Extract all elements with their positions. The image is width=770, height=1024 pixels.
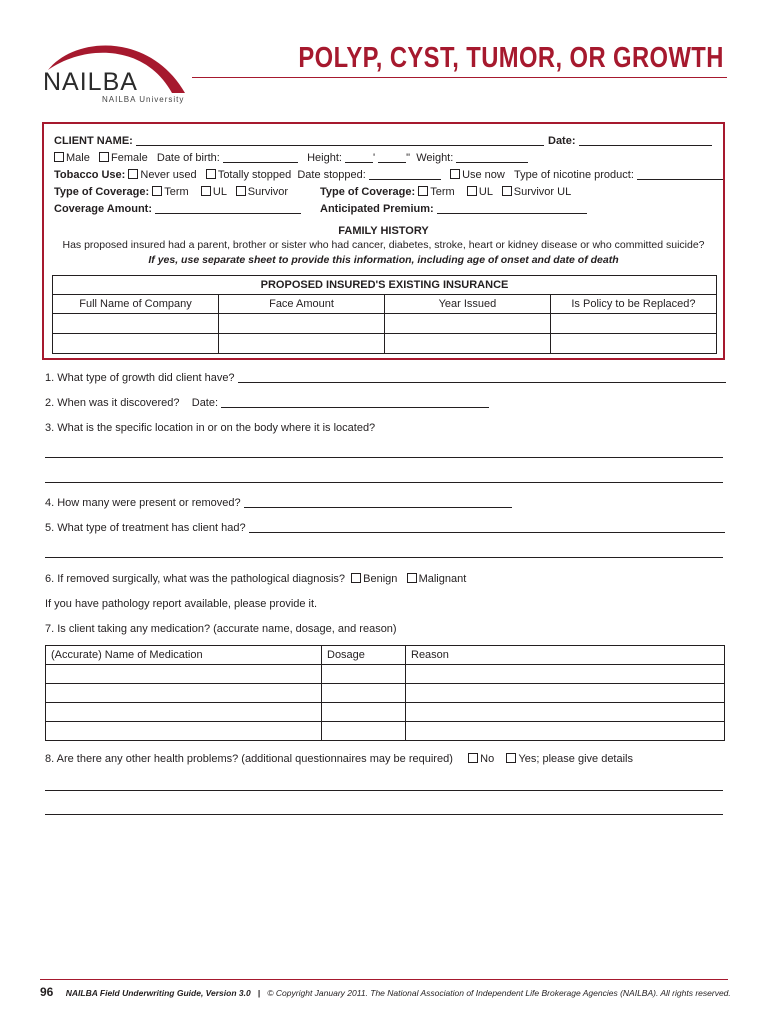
insurance-cell[interactable] xyxy=(53,334,219,354)
question-4 xyxy=(45,497,512,509)
question-8-line[interactable] xyxy=(45,814,723,815)
page-title: POLYP, CYST, TUMOR, OR GROWTH xyxy=(298,42,724,74)
medication-cell[interactable] xyxy=(46,722,322,741)
insurance-cell[interactable] xyxy=(219,334,385,354)
question-3-line[interactable] xyxy=(45,482,723,483)
height-inches-field[interactable] xyxy=(378,162,406,163)
client-name-label: CLIENT NAME: xyxy=(54,135,133,147)
footer-separator: | xyxy=(257,988,261,998)
male-label: Male xyxy=(66,152,90,164)
medication-col-dosage: Dosage xyxy=(322,646,406,665)
malignant-checkbox[interactable] xyxy=(407,573,417,583)
question-3-line[interactable] xyxy=(45,457,723,458)
date-stopped-field[interactable] xyxy=(369,179,441,180)
weight-field[interactable] xyxy=(456,162,528,163)
page-number: 96 xyxy=(40,985,54,999)
insurance-cell[interactable] xyxy=(550,334,716,354)
term-checkbox[interactable] xyxy=(152,186,162,196)
date-field[interactable] xyxy=(579,145,712,146)
female-label: Female xyxy=(111,152,148,164)
existing-insurance-table xyxy=(52,275,717,354)
question-6-label: 6. If removed surgically, what was the pathological diagnosis? xyxy=(45,573,346,585)
medication-table xyxy=(45,645,725,741)
tobacco-row xyxy=(54,169,723,181)
question-1-label: 1. What type of growth did client have? xyxy=(45,372,235,384)
logo-subtitle: NAILBA University xyxy=(102,95,185,104)
insurance-col-replaced: Is Policy to be Replaced? xyxy=(550,295,716,314)
insurance-cell[interactable] xyxy=(550,314,716,334)
insurance-col-year-issued: Year Issued xyxy=(384,295,550,314)
question-5-field[interactable] xyxy=(249,532,725,533)
demographics-row: Male Female Date of birth: Height: ' " Weight: xyxy=(54,152,528,164)
insurance-table-heading: PROPOSED INSURED'S EXISTING INSURANCE xyxy=(53,276,717,295)
never-used-checkbox[interactable] xyxy=(128,169,138,179)
medication-col-reason: Reason xyxy=(406,646,725,665)
ul-checkbox[interactable] xyxy=(201,186,211,196)
ul-checkbox-2[interactable] xyxy=(467,186,477,196)
medication-col-name: (Accurate) Name of Medication xyxy=(46,646,322,665)
family-history-note: If yes, use separate sheet to provide this information, including age of onset and date of death xyxy=(148,254,619,266)
medication-cell[interactable] xyxy=(406,722,725,741)
question-5 xyxy=(45,522,725,534)
dob-field[interactable] xyxy=(223,162,298,163)
question-2 xyxy=(45,397,489,409)
copyright: © Copyright January 2011. The National Association of Independent Life Brokerage Agencies (NAILBA). All rights reserved. xyxy=(267,988,731,998)
yes-checkbox[interactable] xyxy=(506,753,516,763)
no-label: No xyxy=(480,753,495,765)
coverage-amount-field[interactable] xyxy=(155,213,301,214)
question-8-label: 8. Are there any other health problems? (additional questionnaires may be required) xyxy=(45,753,453,765)
question-4-label: 4. How many were present or removed? xyxy=(45,497,241,509)
tobacco-label: Tobacco Use: xyxy=(54,169,126,181)
no-checkbox[interactable] xyxy=(468,753,478,763)
survivor-label: Survivor xyxy=(247,186,289,198)
logo-text: NAILBA xyxy=(43,68,138,96)
coverage-amount-label: Coverage Amount: xyxy=(54,203,152,215)
question-1-field[interactable] xyxy=(238,382,726,383)
question-2-date-field[interactable] xyxy=(221,407,489,408)
medication-cell[interactable] xyxy=(322,703,406,722)
question-2-label: 2. When was it discovered? xyxy=(45,397,180,409)
coverage-amount-row xyxy=(54,203,301,215)
survivor-ul-checkbox[interactable] xyxy=(502,186,512,196)
survivor-ul-label: Survivor UL xyxy=(513,186,572,198)
medication-cell[interactable] xyxy=(406,703,725,722)
date-row xyxy=(548,135,712,147)
female-checkbox[interactable] xyxy=(99,152,109,162)
yes-label: Yes; please give details xyxy=(518,753,633,765)
totally-stopped-label: Totally stopped xyxy=(217,169,292,181)
question-2-date-label: Date: xyxy=(191,397,219,409)
medication-cell[interactable] xyxy=(406,684,725,703)
insurance-cell[interactable] xyxy=(384,334,550,354)
date-stopped-label: Date stopped: xyxy=(297,169,366,181)
term-label: Term xyxy=(164,186,189,198)
question-3-label: 3. What is the specific location in or on the body where it is located? xyxy=(45,422,376,434)
medication-cell[interactable] xyxy=(406,665,725,684)
height-feet-field[interactable] xyxy=(345,162,373,163)
question-7-label: 7. Is client taking any medication? (accurate name, dosage, and reason) xyxy=(45,623,397,635)
insurance-cell[interactable] xyxy=(53,314,219,334)
question-8 xyxy=(45,753,633,765)
use-now-checkbox[interactable] xyxy=(450,169,460,179)
totally-stopped-checkbox[interactable] xyxy=(206,169,216,179)
male-checkbox[interactable] xyxy=(54,152,64,162)
ul-label: UL xyxy=(212,186,227,198)
date-label: Date: xyxy=(548,135,576,147)
premium-label: Anticipated Premium: xyxy=(320,203,434,215)
ul-label-2: UL xyxy=(478,186,493,198)
medication-cell[interactable] xyxy=(46,684,322,703)
coverage-row-1 xyxy=(54,186,288,198)
footer xyxy=(40,985,731,999)
question-5-line[interactable] xyxy=(45,557,723,558)
benign-checkbox[interactable] xyxy=(351,573,361,583)
coverage-row-2 xyxy=(320,186,571,198)
coverage-type-label-2: Type of Coverage: xyxy=(320,186,416,198)
benign-label: Benign xyxy=(363,573,398,585)
client-name-row xyxy=(54,135,544,147)
medication-cell[interactable] xyxy=(46,703,322,722)
malignant-label: Malignant xyxy=(418,573,467,585)
client-name-field[interactable] xyxy=(136,145,544,146)
coverage-type-label: Type of Coverage: xyxy=(54,186,150,198)
question-8-line[interactable] xyxy=(45,790,723,791)
family-history-question: Has proposed insured had a parent, brother or sister who had cancer, diabetes, stroke, heart or kidney disease or who committed suicide? xyxy=(62,239,705,251)
term-label-2: Term xyxy=(430,186,455,198)
medication-cell[interactable] xyxy=(46,665,322,684)
medication-cell[interactable] xyxy=(322,665,406,684)
question-1 xyxy=(45,372,726,384)
insurance-cell[interactable] xyxy=(384,314,550,334)
height-label: Height: xyxy=(307,152,342,164)
term-checkbox-2[interactable] xyxy=(418,186,428,196)
guide-title: NAILBA Field Underwriting Guide, Version 3.0 xyxy=(65,988,251,998)
question-6 xyxy=(45,573,466,585)
family-history-heading: FAMILY HISTORY xyxy=(338,225,429,237)
question-4-field[interactable] xyxy=(244,507,512,508)
footer-rule xyxy=(40,979,728,980)
title-rule xyxy=(192,77,727,78)
insurance-cell[interactable] xyxy=(219,314,385,334)
survivor-checkbox[interactable] xyxy=(236,186,246,196)
medication-cell[interactable] xyxy=(322,684,406,703)
question-5-label: 5. What type of treatment has client had? xyxy=(45,522,246,534)
insurance-col-company: Full Name of Company xyxy=(53,295,219,314)
premium-row xyxy=(320,203,587,215)
use-now-label: Use now xyxy=(462,169,505,181)
premium-field[interactable] xyxy=(437,213,587,214)
insurance-col-face-amount: Face Amount xyxy=(219,295,385,314)
nicotine-label: Type of nicotine product: xyxy=(514,169,634,181)
dob-label: Date of birth: xyxy=(156,152,220,164)
weight-label: Weight: xyxy=(416,152,454,164)
pathology-note: If you have pathology report available, please provide it. xyxy=(45,598,318,610)
medication-cell[interactable] xyxy=(322,722,406,741)
never-used-label: Never used xyxy=(140,169,197,181)
nicotine-field[interactable] xyxy=(637,179,723,180)
